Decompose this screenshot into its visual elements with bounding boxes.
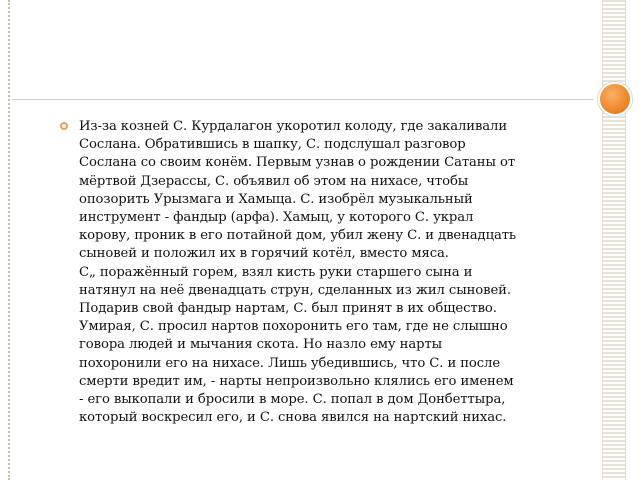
- left-dotted-border: [8, 0, 10, 480]
- orange-circle-ornament-icon: [600, 84, 630, 114]
- right-decorative-band: [602, 0, 626, 480]
- bullet-item: [62, 118, 574, 427]
- bullet-circle-icon: [60, 122, 68, 130]
- slide-content: [62, 118, 574, 427]
- bullet-text: Из-за козней С. Курдалагон укоротил колоду, где закаливали Сослана. Обратившись в шапку, С. подслушал разговор Сослана со своим конём. Первым узнав о рождении Сатаны от мёртвой Дзерассы, С. объявил об этом на нихасе, чтобы опозорить Урызмага и Хамыца. С. изобрёл музыкальный инструмент - фандыр (арфа). Хамыц, у которого С. украл корову, проник в его потайной дом, убил жену С. и двенадцать сыновей и положил их в горячий котёл, вместо мяса. С„ поражённый горем, взял кисть руки старшего сына и натянул на неё двенадцать струн, сделанных из жил сыновей. Подарив свой фандыр нартам, С. был принят в их общество. Умирая, С. просил нартов похоронить его там, где не слышно говора людей и мычания скота. Но назло ему нарты похоронили его на нихасе. Лишь убедившись, что С. и после смерти вредит им, - нарты непроизвольно клялись его именем - его выкопали и бросили в море. С. попал в дом Донбеттыра, который воскресил его, и С. снова явился на нартский нихас.: [79, 119, 516, 426]
- title-separator-line: [12, 99, 594, 100]
